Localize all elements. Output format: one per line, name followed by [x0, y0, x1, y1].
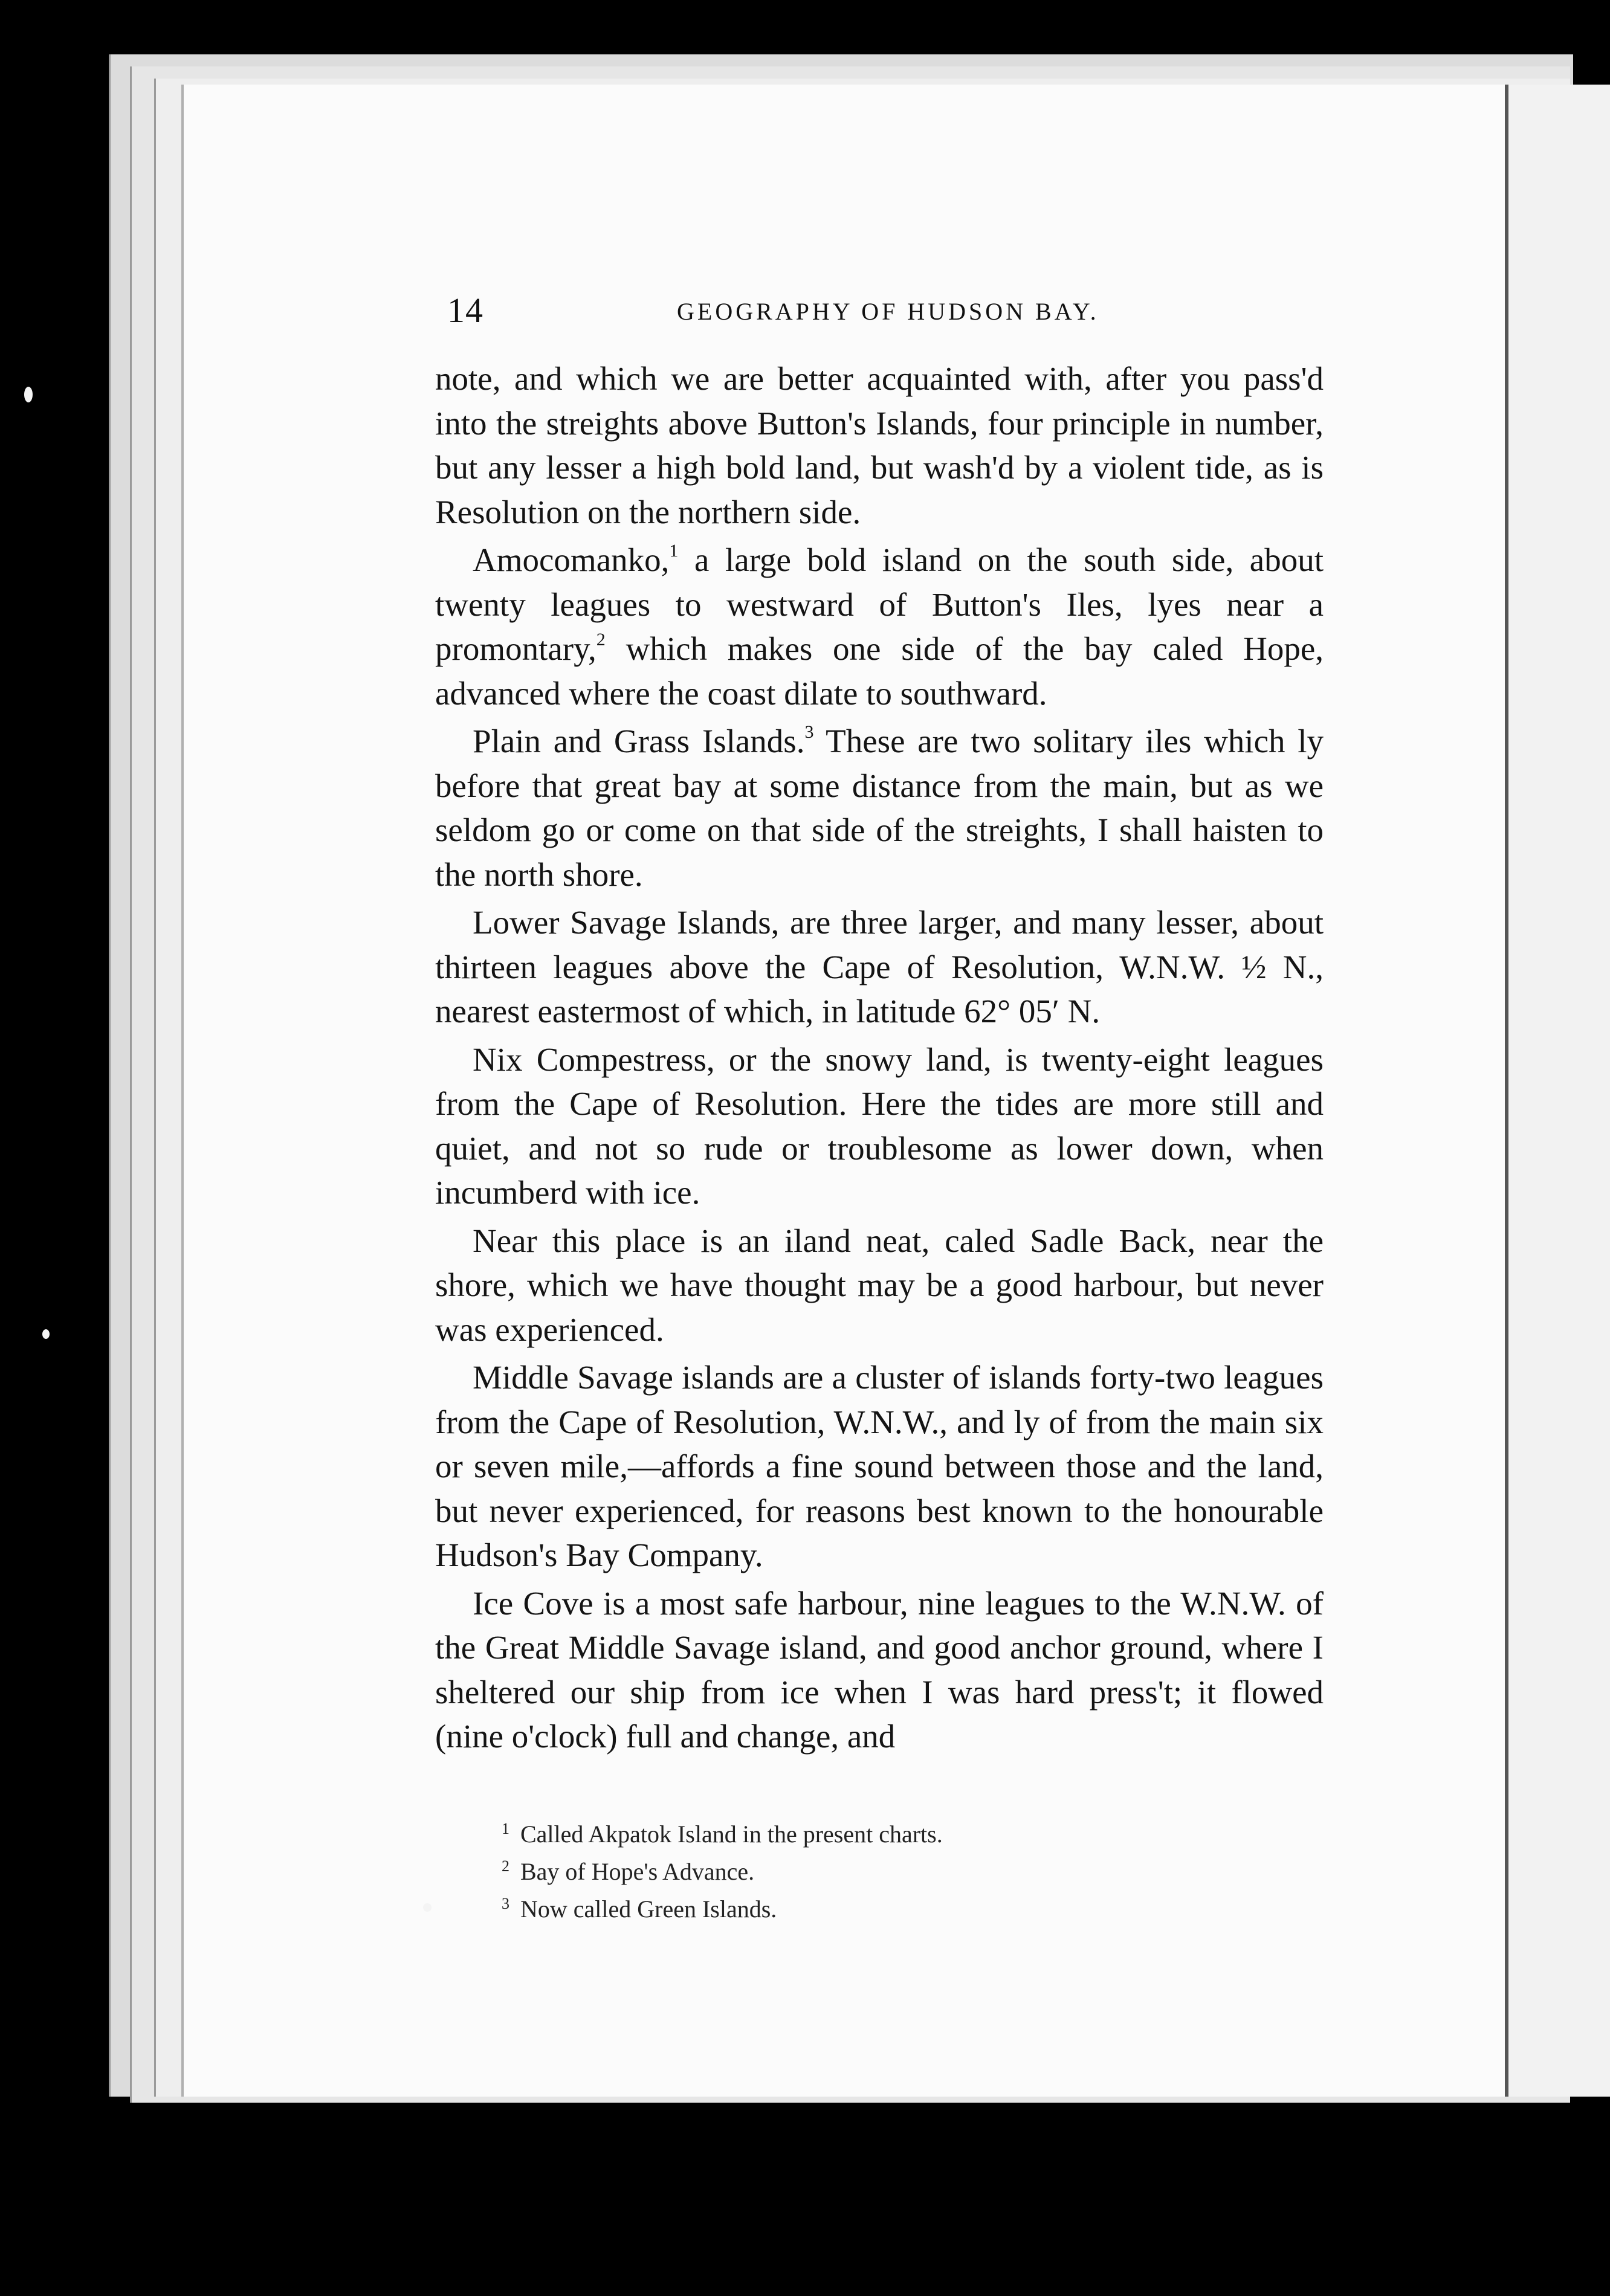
paragraph	[435, 538, 1324, 715]
footnote-reference: 1	[669, 541, 679, 561]
footnote-text: Now called Green Islands.	[520, 1895, 777, 1923]
paragraph-text: a large bold island on the south side, about twenty leagues to westward of Button's Iles, lyes near a promontary,	[435, 541, 1324, 667]
paragraph: Nix Compestress, or the snowy land, is twenty-eight leagues from the Cape of Resolution. Here the tides are more still and quiet, and not so rude or troublesome as lower down, when incumberd with ice.	[435, 1040, 1324, 1211]
running-head: GEOGRAPHY OF HUDSON BAY.	[677, 298, 1099, 325]
footnote-mark: 2	[502, 1857, 509, 1875]
scan-speck	[423, 1903, 432, 1912]
paragraph-text: Amocomanko,	[473, 541, 670, 578]
footnote	[502, 1813, 1287, 1850]
paragraph: Lower Savage Islands, are three larger, and many lesser, about thirteen leagues above the Cape of Resolution, W.N.W. ½ N., nearest eastermost of which, in latitude 62° 05′ N.	[435, 904, 1324, 1030]
footnote	[502, 1888, 1287, 1925]
footnote-reference: 2	[596, 630, 606, 650]
facing-page-edge	[1505, 85, 1610, 2097]
footnotes	[502, 1813, 1287, 1925]
paragraph: Near this place is an iland neat, caled Sadle Back, near the shore, which we have thought may be a good harbour, but never was experienced.	[435, 1222, 1324, 1348]
paragraph: note, and which we are better acquainted with, after you pass'd into the streights above Button's Islands, four principle in number, but any lesser a high bold land, but wash'd by a violent tide, as is Resolution on the northern side.	[435, 360, 1324, 530]
footnote-text: Bay of Hope's Advance.	[520, 1858, 755, 1885]
body-text	[435, 356, 1324, 1762]
scan-speck	[24, 387, 33, 402]
paragraph	[435, 719, 1324, 897]
footnote	[502, 1850, 1287, 1888]
paragraph: Middle Savage islands are a cluster of islands forty-two leagues from the Cape of Resolution, W.N.W., and ly of from the main six or seven mile,—affords a fine sound between those and the land, but never experienced, for reasons best known to the honourable Hudson's Bay Company.	[435, 1359, 1324, 1573]
paragraph: Ice Cove is a most safe harbour, nine leagues to the W.N.W. of the Great Middle Savage island, and good anchor ground, where I sheltered our ship from ice when I was hard press't; it flowed (nine o'clock) full and change, and	[435, 1584, 1324, 1755]
paragraph-text: which makes one side of the bay caled Hope, advanced where the coast dilate to southward.	[435, 630, 1324, 712]
scan-speck	[42, 1329, 50, 1339]
footnote-mark: 3	[502, 1895, 509, 1912]
page-number: 14	[447, 291, 483, 330]
footnote-text: Called Akpatok Island in the present charts.	[520, 1820, 943, 1848]
paragraph-text: Plain and Grass Islands.	[473, 723, 805, 759]
page-header	[447, 290, 1317, 338]
paragraph-text: These are two solitary iles which ly before that great bay at some distance from the main, but as we seldom go or come on that side of the streights, I shall haisten to the north shore.	[435, 723, 1324, 893]
footnote-reference: 3	[804, 722, 814, 742]
footnote-mark: 1	[502, 1820, 509, 1837]
